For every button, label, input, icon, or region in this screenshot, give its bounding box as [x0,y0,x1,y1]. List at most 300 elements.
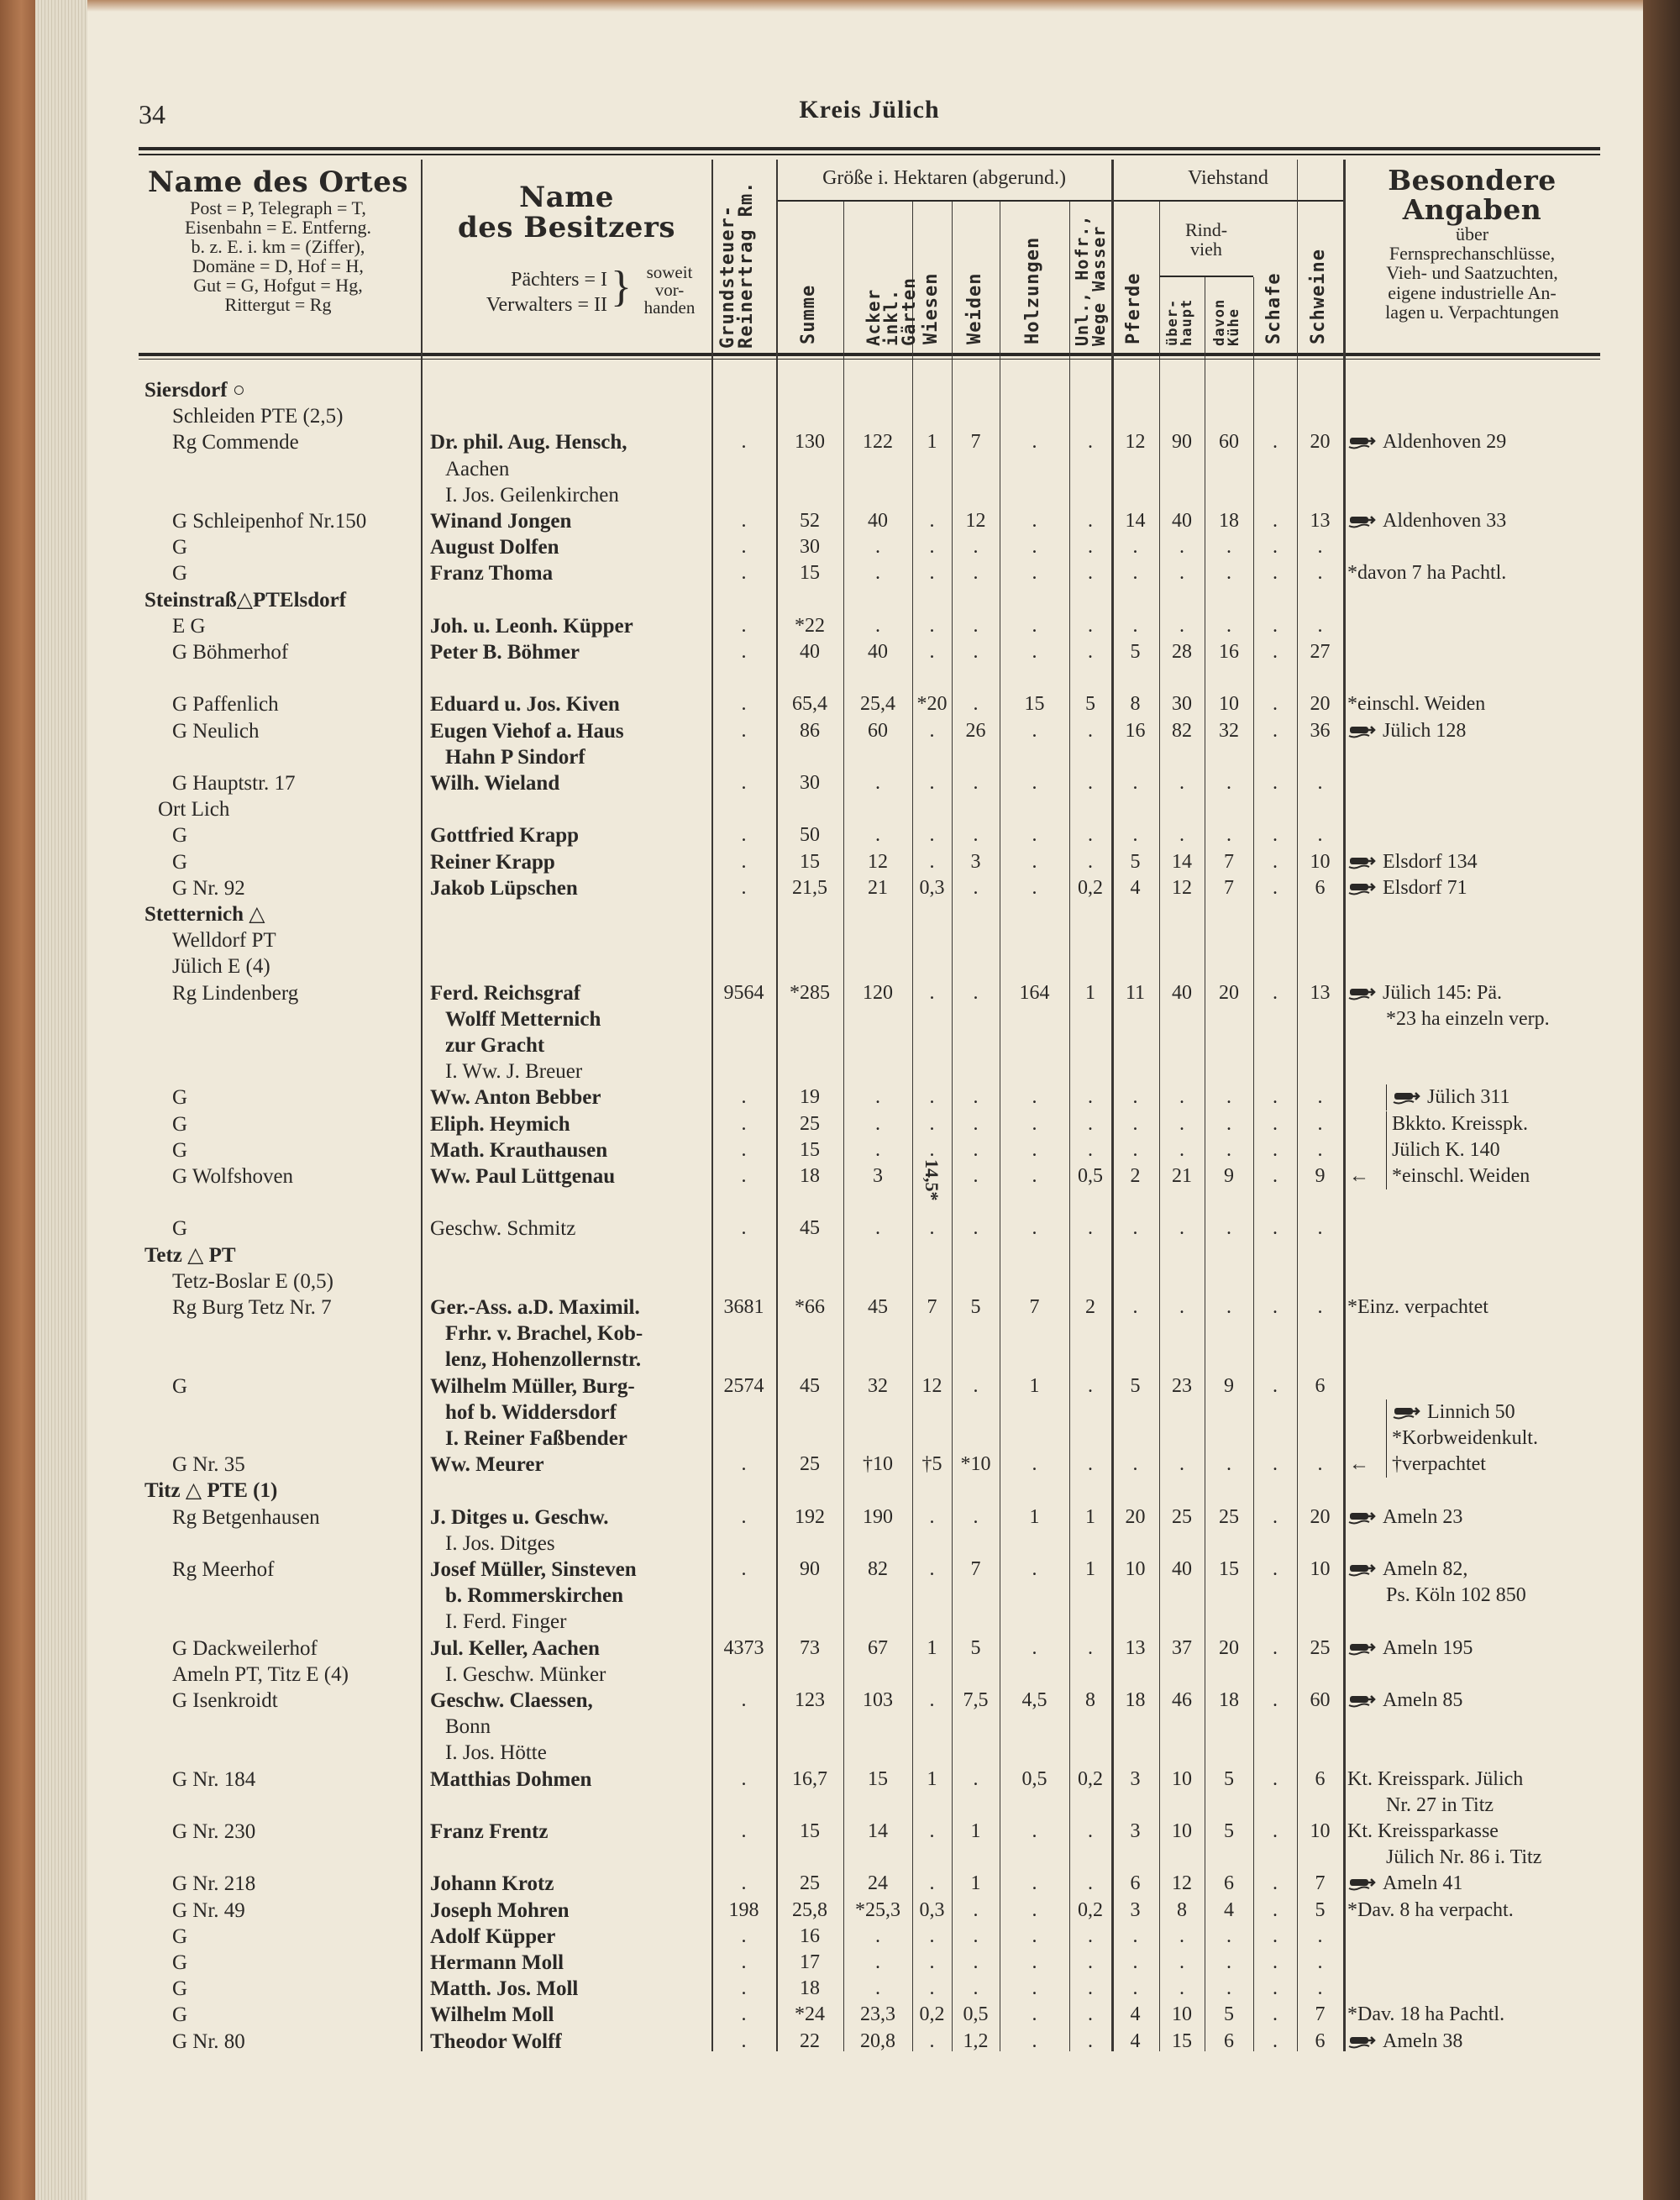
value-unland: . [1088,1872,1093,1895]
value-rind-kuehe: . [1226,536,1231,559]
value-grundsteuer: . [741,1505,747,1528]
value-schweine: . [1317,1924,1323,1947]
value-weiden: 7 [970,431,981,454]
value-unland: 0,2 [1078,1767,1103,1790]
table-row [0,1662,1680,1688]
value-wiesen: . [929,981,935,1004]
ort-name: G [172,1138,188,1162]
value-acker: . [875,1924,880,1947]
value-rind-kuehe: . [1226,1951,1231,1973]
besitzer-name: I. Jos. Ditges [445,1531,555,1555]
besondere-line: lagen u. Verpachtungen [1385,301,1559,323]
remark-text: Aldenhoven 33 [1383,510,1507,532]
value-unland: . [1088,2003,1093,2026]
value-rind-ueberhaupt: 37 [1172,1636,1192,1659]
value-pferde: 6 [1130,1872,1141,1895]
value-rind-kuehe: 15 [1219,1558,1239,1580]
table-row [0,927,1680,953]
telephone-icon [1347,1689,1376,1706]
value-acker: . [875,536,880,559]
value-unland: . [1088,1820,1093,1842]
remark-text: †verpachtet [1392,1453,1486,1476]
value-unland: 2 [1085,1296,1095,1318]
value-schafe: . [1273,2029,1278,2052]
value-schweine: . [1317,1951,1323,1973]
besitzer-name: Eduard u. Jos. Kiven [430,693,620,717]
value-holzungen: . [1032,2029,1037,2052]
value-weiden: . [973,536,979,559]
remark [1347,1688,1462,1714]
value-holzungen: 7 [1029,1296,1040,1318]
value-acker: 20,8 [860,2029,895,2052]
value-weiden: . [973,772,979,794]
ort-legend-line: Gut = G, Hofgut = Hg, [193,275,363,297]
value-unland: . [1088,1374,1093,1397]
value-wiesen: 0,3 [919,1898,945,1921]
remark-text: *Korbweidenkult. [1392,1427,1538,1449]
ort-name: G [172,850,188,874]
table-row [0,1793,1680,1819]
value-acker: *25,3 [855,1898,900,1921]
value-unland: 1 [1085,981,1095,1004]
besitzer-name: Wolff Metternich [445,1007,601,1031]
value-schweine: . [1317,1453,1323,1476]
value-acker: . [875,1217,880,1240]
value-grundsteuer: . [741,536,747,559]
besitzer-header [422,183,711,243]
table-row [0,1373,1680,1399]
value-rind-kuehe: 5 [1224,1767,1234,1790]
value-summe: 15 [800,1820,820,1842]
value-wiesen: . [929,1138,935,1161]
value-pferde: 14 [1125,510,1146,532]
besitzer-name: Adolf Küpper [430,1924,556,1948]
value-schafe: . [1273,1138,1278,1161]
table-row [0,1084,1680,1111]
table-row [0,1032,1680,1058]
besitzer-name: Josef Müller, Sinsteven [430,1558,637,1581]
value-acker: . [875,1138,880,1161]
value-summe: *285 [790,981,830,1004]
value-holzungen: . [1032,1872,1037,1895]
soweit-label [632,264,707,317]
table-row [0,980,1680,1006]
value-summe: 123 [795,1689,825,1711]
table-row [0,744,1680,770]
value-holzungen: . [1032,1086,1037,1109]
value-wiesen: 0,2 [919,2003,945,2026]
value-holzungen: . [1032,1924,1037,1947]
remark-text: Jülich 128 [1383,719,1467,742]
value-rind-ueberhaupt: . [1179,772,1184,794]
value-unland: . [1088,1951,1093,1973]
besondere-title: Angaben [1402,192,1542,226]
telephone-icon [1347,510,1376,527]
remark [1386,1163,1530,1189]
remark [1347,1294,1488,1321]
value-holzungen: . [1032,1453,1037,1476]
value-schafe: . [1273,1872,1278,1895]
value-weiden: . [973,1138,979,1161]
remark-text: *Einz. verpachtet [1347,1296,1488,1318]
value-grundsteuer: . [741,1767,747,1790]
table-row [0,2002,1680,2028]
value-unland: . [1088,641,1093,663]
value-rind-kuehe: 4 [1224,1898,1234,1921]
remark-text: *23 ha einzeln verp. [1386,1007,1550,1030]
value-pferde: . [1132,1951,1138,1973]
value-rind-ueberhaupt: . [1179,536,1184,559]
value-pferde: . [1132,536,1138,559]
value-schafe: . [1273,1086,1278,1109]
value-grundsteuer: . [741,2003,747,2026]
value-rind-kuehe: . [1226,1296,1231,1318]
value-summe: 25 [800,1112,820,1135]
ort-name: G Böhmerhof [172,641,289,664]
value-acker: . [875,772,880,794]
value-rind-ueberhaupt: 90 [1172,431,1192,454]
value-weiden: 1 [970,1820,981,1842]
value-holzungen: . [1032,1217,1037,1240]
value-grundsteuer: . [741,824,747,847]
ort-name: Welldorf PT [172,929,276,953]
ort-name: G [172,1951,188,1974]
value-pferde: 5 [1130,1374,1141,1397]
value-weiden: . [973,1165,979,1187]
value-rind-ueberhaupt: . [1179,1453,1184,1476]
value-rind-kuehe: . [1226,562,1231,585]
value-grundsteuer: . [741,1689,747,1711]
value-rind-ueberhaupt: 40 [1172,981,1192,1004]
besitzer-name: Ger.-Ass. a.D. Maximil. [430,1296,640,1319]
value-grundsteuer: . [741,1165,747,1187]
table-row [0,1504,1680,1531]
summe-header: Summe [798,284,819,344]
besitzer-name: Franz Thoma [430,562,554,585]
value-wiesen: . [929,719,935,742]
value-grundsteuer: . [741,1951,747,1973]
value-unland: . [1088,1112,1093,1135]
value-schafe: . [1273,772,1278,794]
besitzer-name: b. Rommerskirchen [445,1584,624,1608]
remark [1386,1452,1486,1478]
value-rind-ueberhaupt: 12 [1172,1872,1192,1895]
remark [1347,718,1466,744]
value-pferde: . [1132,824,1138,847]
value-grundsteuer: . [741,2029,747,2052]
header-bottom-rule-thin [139,359,1600,360]
value-summe: 40 [800,641,820,663]
besitzer-name: I. Reiner Faßbender [445,1427,627,1450]
page-title: Kreis Jülich [799,96,940,123]
value-pferde: . [1132,614,1138,637]
page-number: 34 [139,99,165,129]
ort-name: G [172,1112,188,1136]
value-wiesen: . [929,1872,935,1895]
value-rind-ueberhaupt: . [1179,1296,1184,1318]
ort-name: G [172,1086,188,1110]
value-rind-ueberhaupt: 46 [1172,1689,1192,1711]
value-wiesen: . [929,1217,935,1240]
table-row [0,1688,1680,1714]
table-row [0,587,1680,613]
table-row [0,1924,1680,1950]
value-unland: . [1088,510,1093,532]
table-row [0,1636,1680,1662]
besondere-line: Vieh- und Saatzuchten, [1386,262,1558,284]
value-wiesen: . [929,772,935,794]
value-acker: 24 [868,1872,888,1895]
value-summe: 25 [800,1453,820,1476]
value-summe: 16,7 [792,1767,827,1790]
value-unland: 0,2 [1078,876,1103,899]
value-acker: . [875,1951,880,1973]
value-holzungen: . [1032,719,1037,742]
value-weiden: . [973,876,979,899]
value-schweine: 10 [1310,850,1331,873]
blank-row [0,1189,1680,1216]
value-grundsteuer: . [741,614,747,637]
value-schweine: 20 [1310,693,1331,716]
besitzer-name: Wilh. Wieland [430,772,560,795]
value-grundsteuer: . [741,1217,747,1240]
value-schweine: 10 [1310,1558,1331,1580]
value-holzungen: . [1032,772,1037,794]
value-unland: 0,2 [1078,1898,1103,1921]
value-summe: 15 [800,850,820,873]
besitzer-name: Hahn P Sindorf [445,745,585,769]
remark [1347,2029,1462,2055]
value-rind-ueberhaupt: 40 [1172,1558,1192,1580]
value-schafe: . [1273,981,1278,1004]
value-rind-kuehe: 20 [1219,981,1239,1004]
value-holzungen: 1 [1029,1505,1040,1528]
value-wiesen: 1 [927,1767,937,1790]
besitzer-name: Joh. u. Leonh. Küpper [430,614,633,638]
value-rind-kuehe: . [1226,824,1231,847]
value-wiesen: . [929,1112,935,1135]
value-acker: . [875,1086,880,1109]
remark [1386,1793,1494,1819]
value-summe: 25,8 [792,1898,827,1921]
besitzer-name: I. Geschw. Münker [445,1662,606,1686]
table-row [0,403,1680,429]
table-row [0,1898,1680,1924]
value-rind-kuehe: 6 [1224,1872,1234,1895]
value-summe: 52 [800,510,820,532]
value-holzungen: 4,5 [1021,1689,1047,1711]
table-row [0,822,1680,848]
remark-text: Jülich Nr. 86 i. Titz [1386,1846,1542,1869]
remark [1347,2002,1504,2028]
value-unland: . [1088,1086,1093,1109]
remark [1347,560,1506,586]
value-acker: 25,4 [860,693,895,716]
value-acker: 40 [868,641,888,663]
value-rind-kuehe: 60 [1219,431,1239,454]
remark [1386,1845,1541,1871]
value-rind-ueberhaupt: . [1179,1977,1184,2000]
value-unland: 5 [1085,693,1095,716]
table-row [0,953,1680,979]
ort-name: G Nr. 92 [172,876,245,900]
value-rind-kuehe: . [1226,1138,1231,1161]
besitzer-name: I. Ferd. Finger [445,1610,567,1634]
value-wiesen: 1 [927,1636,937,1659]
ort-header-title: Name des Ortes [148,165,408,199]
remark-text: Bkkto. Kreisspk. [1392,1112,1528,1135]
value-wiesen: . [929,850,935,873]
value-rind-kuehe: . [1226,1977,1231,2000]
value-weiden: . [973,1505,979,1528]
grundsteuer-line: Grundsteuer- [717,205,738,349]
value-rind-kuehe: 9 [1224,1374,1234,1397]
value-holzungen: . [1032,562,1037,585]
besitzer-name: Reiner Krapp [430,850,555,874]
value-wiesen: 12 [921,1374,942,1397]
remark-text: Jülich 145: Pä. [1383,981,1502,1004]
value-grundsteuer: . [741,1453,747,1476]
remark-text: Ameln 195 [1383,1636,1473,1659]
top-rule [139,147,1600,150]
value-holzungen: . [1032,510,1037,532]
ort-header [139,165,417,316]
value-unland: . [1088,614,1093,637]
value-schafe: . [1273,1820,1278,1842]
value-schweine: . [1317,1086,1323,1109]
value-rind-ueberhaupt: . [1179,1086,1184,1109]
value-schafe: . [1273,850,1278,873]
value-grundsteuer: . [741,1872,747,1895]
value-grundsteuer: . [741,431,747,454]
table-row [0,482,1680,508]
remark-text: *davon 7 ha Pachtl. [1347,562,1507,585]
besitzer-name: Hermann Moll [430,1951,564,1974]
remark-text: *Dav. 18 ha Pachtl. [1347,2003,1505,2026]
table-row [0,718,1680,744]
ort-name: G Wolfshoven [172,1165,294,1188]
value-grundsteuer: . [741,1820,747,1842]
value-schweine: 6 [1315,2029,1326,2052]
ort-name: Rg Lindenberg [172,981,299,1005]
ort-name: Stetternich △ [144,903,265,926]
value-acker: 15 [868,1767,888,1790]
value-unland: . [1088,1636,1093,1659]
value-weiden: . [973,614,979,637]
value-wiesen: . [929,536,935,559]
value-grundsteuer: 3681 [723,1296,764,1318]
grundsteuer-line: Reinertrag Rm. [736,181,757,349]
besitzer-name: Eugen Viehof a. Haus [430,719,624,743]
table-row [0,1242,1680,1268]
value-pferde: . [1132,562,1138,585]
value-schafe: . [1273,693,1278,716]
remark-text: Ameln 41 [1383,1872,1463,1895]
value-acker: 60 [868,719,888,742]
value-schafe: . [1273,536,1278,559]
value-rind-ueberhaupt: . [1179,562,1184,585]
value-acker: 190 [863,1505,893,1528]
table-row [0,1137,1680,1163]
remark-text: *einschl. Weiden [1347,693,1486,716]
groesse-group-header: Größe i. Hektaren (abgerund.) [822,167,1066,189]
ort-name: Rg Burg Tetz Nr. 7 [172,1296,332,1319]
value-wiesen: . [929,1689,935,1711]
unland-line: Wege Wasser [1089,225,1109,346]
value-schweine: . [1317,614,1323,637]
value-pferde: . [1132,1924,1138,1947]
besitzer-name: Theodor Wolff [430,2029,562,2053]
value-pferde: . [1132,1296,1138,1318]
remark [1347,429,1506,455]
table-row [0,1819,1680,1845]
value-schafe: . [1273,1165,1278,1187]
table-row [0,1426,1680,1452]
table-row [0,508,1680,534]
value-rind-kuehe: 25 [1219,1505,1239,1528]
telephone-icon [1347,1506,1376,1523]
value-summe: 73 [800,1636,820,1659]
value-grundsteuer: 2574 [723,1374,764,1397]
value-rind-ueberhaupt: . [1179,614,1184,637]
besitzer-header-title: Name [519,181,614,214]
value-acker: . [875,824,880,847]
besitzer-name: Wilhelm Müller, Burg- [430,1374,635,1398]
remark [1347,1557,1467,1583]
ort-name: Ort Lich [158,798,230,822]
value-schweine: 60 [1310,1689,1331,1711]
ort-name: G Paffenlich [172,693,279,717]
value-weiden: 3 [970,850,981,873]
value-schweine: . [1317,536,1323,559]
value-rind-ueberhaupt: . [1179,1138,1184,1161]
value-rind-kuehe: 18 [1219,510,1239,532]
ort-name: G Hauptstr. 17 [172,772,296,795]
schafe-header: Schafe [1263,272,1284,344]
ort-name: Rg Betgenhausen [172,1505,320,1529]
value-summe: 192 [795,1505,825,1528]
ort-name: G [172,562,188,585]
value-wiesen: . [929,510,935,532]
value-rind-ueberhaupt: 25 [1172,1505,1192,1528]
ort-name: Tetz-Boslar E (0,5) [172,1269,333,1293]
value-unland: . [1088,824,1093,847]
table-row [0,456,1680,482]
value-pferde: 3 [1130,1767,1141,1790]
soweit-line: vor- [654,280,685,300]
ort-name: G Schleipenhof Nr.150 [172,510,367,533]
besitzer-name: Aachen [445,457,510,480]
value-pferde: 2 [1130,1165,1141,1187]
value-pferde: 10 [1125,1558,1146,1580]
ort-name: G [172,1374,188,1398]
value-rind-ueberhaupt: 12 [1172,876,1192,899]
table-row [0,534,1680,560]
value-schafe: . [1273,1767,1278,1790]
besondere-line: eigene industrielle An- [1388,281,1557,303]
value-unland: . [1088,562,1093,585]
besondere-line: über [1455,223,1489,245]
besitzer-name: Bonn [445,1715,491,1739]
value-acker: 120 [863,981,893,1004]
besondere-line: Fernsprechanschlüsse, [1389,243,1556,265]
ort-name: Jülich E (4) [172,955,270,979]
table-row [0,639,1680,665]
value-pferde: 18 [1125,1689,1146,1711]
value-rind-ueberhaupt: 82 [1172,719,1192,742]
value-weiden: . [973,641,979,663]
value-schweine: 9 [1315,1165,1326,1187]
